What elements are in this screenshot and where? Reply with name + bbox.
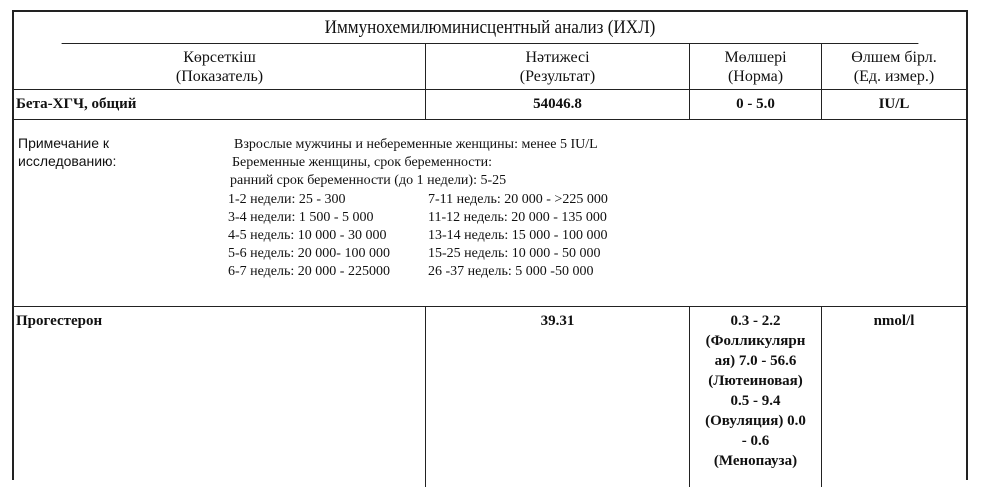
norm-line: (Лютеиновая) <box>708 373 803 389</box>
header-kz: Өлшем бірл. <box>851 49 937 66</box>
week-ranges <box>228 191 608 282</box>
header-row <box>14 44 966 90</box>
week-range: 15-25 недель: 10 000 - 50 000 <box>428 246 601 262</box>
header-result <box>426 44 690 89</box>
header-kz: Мөлшері <box>724 49 787 66</box>
week-range: 1-2 недели: 25 - 300 <box>228 191 346 207</box>
norm-line: ая) 7.0 - 56.6 <box>714 353 797 369</box>
header-ru: (Ед. измер.) <box>853 68 935 85</box>
note-label: Примечание к исследованию: <box>18 135 117 169</box>
norm-value: 0 - 5.0 <box>690 90 822 119</box>
week-range: 3-4 недели: 1 500 - 5 000 <box>228 209 374 225</box>
results-table <box>12 10 968 480</box>
header-indicator <box>14 44 426 89</box>
note-row <box>14 120 966 307</box>
norm-line: - 0.6 <box>741 433 770 449</box>
header-ru: (Результат) <box>519 68 596 85</box>
unit-value: IU/L <box>878 96 910 112</box>
week-range: 26 -37 недель: 5 000 -50 000 <box>428 264 594 280</box>
indicator-name: Прогестерон <box>14 307 426 487</box>
week-range: 4-5 недель: 10 000 - 30 000 <box>228 228 387 244</box>
table-row <box>14 90 966 120</box>
norm-line: (Овуляция) 0.0 <box>705 413 806 429</box>
norm-value <box>690 307 822 487</box>
norm-line: (Фолликулярн <box>705 333 806 349</box>
note-line: ранний срок беременности (до 1 недели): 5-25 <box>230 173 507 189</box>
table-row <box>14 307 966 487</box>
header-unit <box>822 44 966 89</box>
table-title: Иммунохемилюминисцентный анализ (ИХЛ) <box>62 12 919 44</box>
note-line: Беременные женщины, срок беременности: <box>232 155 493 171</box>
week-range: 11-12 недель: 20 000 - 135 000 <box>428 209 607 225</box>
indicator-name: Бета-ХГЧ, общий <box>14 90 426 119</box>
result-value: 39.31 <box>426 307 690 487</box>
norm-line: (Менопауза) <box>713 453 798 469</box>
week-range: 6-7 недель: 20 000 - 225000 <box>228 264 390 280</box>
norm-line: 0.5 - 9.4 <box>730 393 781 409</box>
unit-value: nmol/l <box>873 313 915 329</box>
result-value: 54046.8 <box>426 90 690 119</box>
header-kz: Көрсеткіш <box>183 49 256 66</box>
header-norm <box>690 44 822 89</box>
header-kz: Нәтижесі <box>525 49 590 66</box>
header-ru: (Показатель) <box>175 68 264 85</box>
week-range: 13-14 недель: 15 000 - 100 000 <box>428 228 608 244</box>
note-body <box>228 136 608 282</box>
header-ru: (Норма) <box>727 68 784 85</box>
norm-line: 0.3 - 2.2 <box>730 313 781 329</box>
week-range: 5-6 недель: 20 000- 100 000 <box>228 246 390 262</box>
note-line: Взрослые мужчины и небеременные женщины: менее 5 IU/L <box>234 137 598 152</box>
week-range: 7-11 недель: 20 000 - >225 000 <box>428 191 608 207</box>
